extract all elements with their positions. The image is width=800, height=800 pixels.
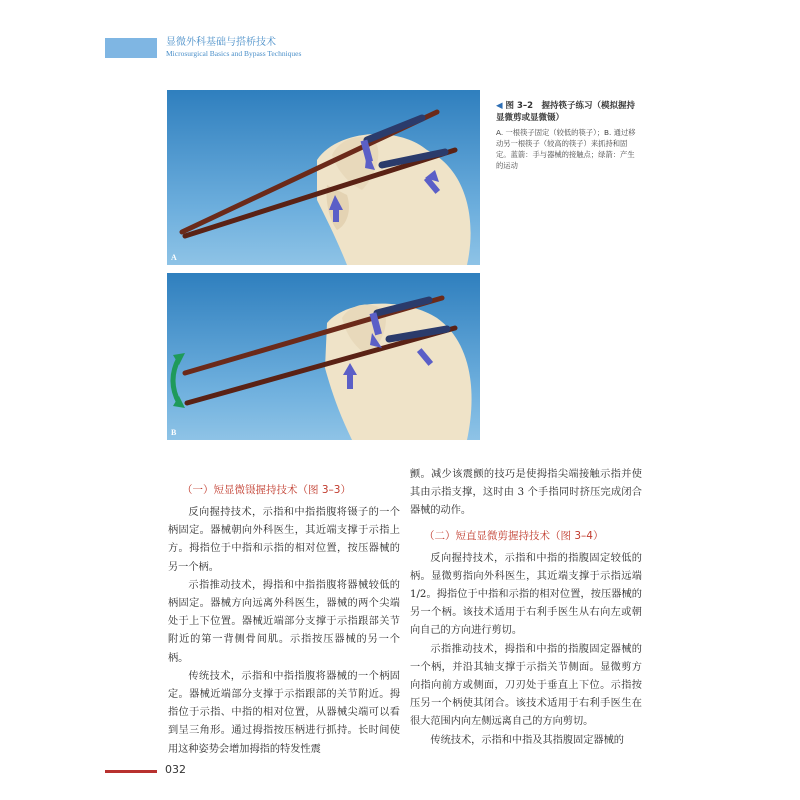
figure-panel-a <box>167 90 480 265</box>
paragraph: 传统技术，示指和中指指腹将器械的一个柄固定。器械近端部分支撑于示指跟部的关节附近。拇指位于示指、中指的相对位置，从器械尖端可以看到呈三角形。通过拇指按压柄进行抓持。长时间使用这种姿势会增加拇指的特发性震 <box>168 670 400 755</box>
running-header-subtitle: Microsurgical Basics and Bypass Techniques <box>166 49 302 58</box>
section-heading-short-scissors: （二）短直显微剪握持技术（图 3–4） <box>424 529 604 542</box>
caption-pointer-icon: ◀ <box>496 101 503 111</box>
paragraph: 反向握持技术，示指和中指的指腹固定较低的柄。显微剪指向外科医生，其近端支撑于示指远端 1/2。拇指位于中指和示指的相对位置，按压器械的另一个柄。该技术适用于右利手医生从右向左或朝向自己的方向进行剪切。 <box>410 552 642 637</box>
figure-panel-b <box>167 273 480 440</box>
section-heading-short-forceps: （一）短显微镊握持技术（图 3–3） <box>182 484 351 496</box>
paragraph: 传统技术，示指和中指及其指腹固定器械的 <box>430 734 624 746</box>
footer-rule <box>105 770 157 773</box>
figure-caption <box>496 100 641 171</box>
chopsticks-hand-illustration-b <box>167 273 480 440</box>
paragraph-continuation: 颤。减少该震颤的技巧是使拇指尖端接触示指并使其由示指支撑，这时由 3 个手指同时挤压完成闭合器械的动作。 <box>410 469 642 517</box>
panel-label-a: A <box>171 253 177 262</box>
chopsticks-hand-illustration-a <box>167 90 480 265</box>
header-color-bar <box>105 38 157 58</box>
page-number: 032 <box>165 763 186 776</box>
paragraph: 反向握持技术，示指和中指指腹将镊子的一个柄固定。器械朝向外科医生，其近端支撑于示指上方。拇指位于中指和示指的相对位置，按压器械的另一个柄。 <box>168 507 400 573</box>
panel-label-b: B <box>171 428 177 437</box>
left-text-column <box>168 482 400 759</box>
figure-caption-title: ◀ 图 3–2 握持筷子练习（模拟握持显微剪或显微镊） <box>496 101 636 123</box>
green-arrow-icon <box>173 358 179 403</box>
figure-caption-body: A. 一根筷子固定（较低的筷子）；B. 通过移动另一根筷子（较高的筷子）来抓持和固定。蓝箭：手与器械的接触点；绿箭：产生的运动 <box>496 128 636 170</box>
running-header-title: 显微外科基础与搭桥技术 <box>166 37 276 48</box>
right-text-column <box>410 466 642 750</box>
paragraph: 示指推动技术，拇指和中指指腹将器械较低的柄固定。器械方向远离外科医生，器械的两个尖端处于上下位置。器械近端部分支撑于示指跟部关节附近的第一背侧骨间肌。示指按压器械的另一个柄。 <box>168 579 400 664</box>
paragraph: 示指推动技术，拇指和中指的指腹固定器械的一个柄，并沿其轴支撑于示指关节侧面。显微剪方向指向前方或侧面，刀刃处于垂直上下位。示指按压另一个柄使其闭合。该技术适用于右利手医生在很大范围内向左侧远离自己的方向剪切。 <box>410 643 642 728</box>
